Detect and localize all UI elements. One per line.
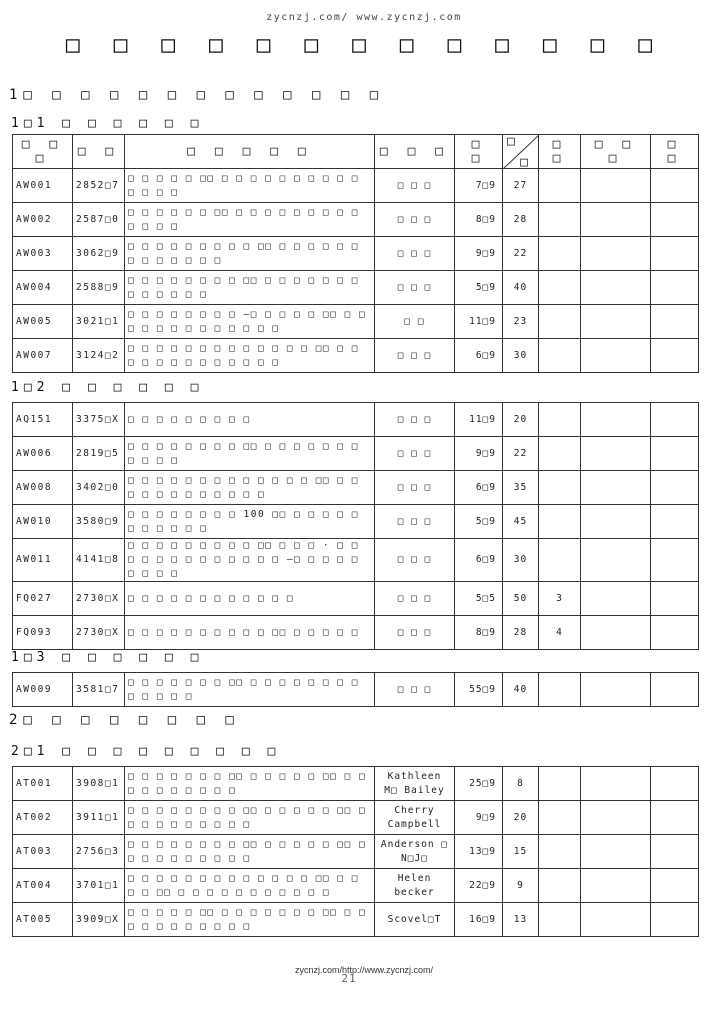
cell-note [651, 237, 699, 271]
cell-qty [539, 767, 581, 801]
col-header-price: □ □ [455, 135, 503, 169]
cell-isbn: 3911□1 [73, 801, 125, 835]
cell-amount [581, 767, 651, 801]
cell-price: 7□9 [455, 169, 503, 203]
cell-code: AT003 [13, 835, 73, 869]
table-row [13, 673, 699, 707]
cell-page: 8 [503, 767, 539, 801]
cell-note [651, 403, 699, 437]
cell-amount [581, 869, 651, 903]
cell-name: □ □ □ □ □ □ □ □ □ □ □ □ □ □□ □ □ □ □ □□ □ □ □ □ □ □ □ □ □ □ □ [125, 869, 375, 903]
cell-page: 13 [503, 903, 539, 937]
cell-author: □ □ □ [375, 437, 455, 471]
cell-code: AW005 [13, 305, 73, 339]
cell-price: 11□9 [455, 305, 503, 339]
table-row [13, 305, 699, 339]
cell-page: 22 [503, 237, 539, 271]
cell-author: □ □ □ [375, 237, 455, 271]
cell-author: □ □ □ [375, 339, 455, 373]
cell-qty [539, 169, 581, 203]
cell-page: 30 [503, 539, 539, 582]
cell-note [651, 305, 699, 339]
table-row [13, 801, 699, 835]
cell-name: □ □ □ □ □ □ □ □ □□ □ □ □ □ □ □ □ □ □ □ □ [125, 437, 375, 471]
cell-qty [539, 673, 581, 707]
section-1-1-heading: 1□1 □ □ □ □ □ □ [11, 116, 204, 131]
cell-price: 22□9 [455, 869, 503, 903]
cell-amount [581, 305, 651, 339]
cell-page: 20 [503, 403, 539, 437]
table-row [13, 169, 699, 203]
cell-code: AW006 [13, 437, 73, 471]
col-header-note: □ □ [651, 135, 699, 169]
cell-qty [539, 203, 581, 237]
cell-qty [539, 403, 581, 437]
cell-amount [581, 582, 651, 616]
cell-page: 40 [503, 673, 539, 707]
cell-note [651, 169, 699, 203]
cell-page: 28 [503, 203, 539, 237]
cell-note [651, 539, 699, 582]
page-footer-url: zycnzj.com/http://www.zycnzj.com/ [294, 965, 434, 975]
cell-amount [581, 616, 651, 650]
cell-price: 9□9 [455, 237, 503, 271]
cell-price: 6□9 [455, 339, 503, 373]
cell-code: AQ151 [13, 403, 73, 437]
col-header-qty: □ □ [539, 135, 581, 169]
cell-price: 9□9 [455, 437, 503, 471]
cell-note [651, 437, 699, 471]
cell-isbn: 3909□X [73, 903, 125, 937]
table-row [13, 835, 699, 869]
cell-qty [539, 271, 581, 305]
page-title: □ □ □ □ □ □ □ □ □ □ □ □ □ [65, 32, 663, 58]
cell-amount [581, 203, 651, 237]
cell-isbn: 3402□0 [73, 471, 125, 505]
cell-price: 8□9 [455, 203, 503, 237]
cell-isbn: 2730□X [73, 616, 125, 650]
cell-isbn: 2587□0 [73, 203, 125, 237]
table-row [13, 616, 699, 650]
col-header-diagonal [503, 135, 539, 169]
cell-page: 35 [503, 471, 539, 505]
cell-code: AW002 [13, 203, 73, 237]
cell-amount [581, 903, 651, 937]
cell-page: 30 [503, 339, 539, 373]
table-row [13, 903, 699, 937]
cell-name: □ □ □ □ □ □ □ □□ □ □ □ □ □ □ □ □ □ □ □ □ □ [125, 673, 375, 707]
table-2-1 [12, 766, 699, 937]
cell-name: □ □ □ □ □ □ □ □ 100 □□ □ □ □ □ □ □ □ □ □ □ □ [125, 505, 375, 539]
cell-code: AT002 [13, 801, 73, 835]
cell-note [651, 903, 699, 937]
cell-price: 5□5 [455, 582, 503, 616]
cell-note [651, 271, 699, 305]
cell-name: □ □ □ □ □ □ □ □ □□ □ □ □ □ □ □□ □ □ □ □ □ □ □ □ □ □ [125, 835, 375, 869]
cell-price: 8□9 [455, 616, 503, 650]
cell-isbn: 2852□7 [73, 169, 125, 203]
cell-name: □ □ □ □ □ □□ □ □ □ □ □ □ □ □ □ □ □ □ □ □ [125, 169, 375, 203]
cell-amount [581, 471, 651, 505]
cell-qty [539, 339, 581, 373]
cell-qty [539, 835, 581, 869]
cell-note [651, 869, 699, 903]
page-number: 21 [341, 972, 357, 985]
cell-price: 55□9 [455, 673, 503, 707]
cell-name: □ □ □ □ □ □ □ □ □ □ □□ □ □ □ □ □ [125, 616, 375, 650]
col-header-author: □ □ □ [375, 135, 455, 169]
cell-code: AT004 [13, 869, 73, 903]
cell-author: Helen becker [375, 869, 455, 903]
col-header-code: □ □ □ [13, 135, 73, 169]
cell-note [651, 505, 699, 539]
diagonal-top-label: □ [507, 134, 521, 149]
cell-amount [581, 169, 651, 203]
table-row [13, 237, 699, 271]
table-row [13, 471, 699, 505]
cell-name: □ □ □ □ □ □ □ □ □ □□ □ □ □ · □ □ □ □ □ □ □ □ □ □ □ □ □ —□ □ □ □ □ □ □ □ □ [125, 539, 375, 582]
cell-qty [539, 505, 581, 539]
cell-note [651, 673, 699, 707]
table-row [13, 203, 699, 237]
table-row [13, 869, 699, 903]
cell-isbn: 3581□7 [73, 673, 125, 707]
cell-code: AW010 [13, 505, 73, 539]
col-header-isbn: □ □ [73, 135, 125, 169]
section-1-2-heading: 1□2 □ □ □ □ □ □ [11, 380, 204, 395]
cell-name: □ □ □ □ □ □ □ □□ □ □ □ □ □ □□ □ □ □ □ □ □ □ □ □ □ [125, 767, 375, 801]
cell-qty [539, 801, 581, 835]
cell-code: AW004 [13, 271, 73, 305]
cell-name: □ □ □ □ □ □ □ □ □ □□ □ □ □ □ □ □ □ □ □ □ □ □ □ [125, 237, 375, 271]
cell-author: □ □ □ [375, 582, 455, 616]
cell-code: AW011 [13, 539, 73, 582]
cell-isbn: 2588□9 [73, 271, 125, 305]
cell-name: □ □ □ □ □ □ □ □ □□ □ □ □ □ □ □□ □ □ □ □ □ □ □ □ □ □ [125, 801, 375, 835]
cell-name: □ □ □ □ □ □ □□ □ □ □ □ □ □ □ □ □ □ □ □ □ [125, 203, 375, 237]
cell-author: □ □ [375, 305, 455, 339]
table-row [13, 437, 699, 471]
cell-amount [581, 835, 651, 869]
cell-isbn: 3124□2 [73, 339, 125, 373]
cell-isbn: 3908□1 [73, 767, 125, 801]
cell-author: □ □ □ [375, 169, 455, 203]
cell-note [651, 616, 699, 650]
table-row [13, 767, 699, 801]
cell-note [651, 582, 699, 616]
cell-page: 22 [503, 437, 539, 471]
cell-amount [581, 673, 651, 707]
cell-isbn: 3375□X [73, 403, 125, 437]
cell-code: AW009 [13, 673, 73, 707]
cell-code: FQ093 [13, 616, 73, 650]
cell-price: 6□9 [455, 539, 503, 582]
cell-amount [581, 403, 651, 437]
cell-author: Kathleen M□ Bailey [375, 767, 455, 801]
table-row [13, 339, 699, 373]
cell-note [651, 767, 699, 801]
cell-isbn: 2819□5 [73, 437, 125, 471]
cell-price: 5□9 [455, 271, 503, 305]
cell-qty: 4 [539, 616, 581, 650]
cell-author: □ □ □ [375, 471, 455, 505]
table-row [13, 582, 699, 616]
cell-author: Cherry Campbell [375, 801, 455, 835]
cell-isbn: 4141□8 [73, 539, 125, 582]
cell-isbn: 3580□9 [73, 505, 125, 539]
cell-isbn: 2756□3 [73, 835, 125, 869]
section-1-heading: 1□ □ □ □ □ □ □ □ □ □ □ □ □ [9, 87, 385, 103]
cell-note [651, 203, 699, 237]
cell-note [651, 801, 699, 835]
cell-author: Anderson □ N□J□ [375, 835, 455, 869]
cell-amount [581, 437, 651, 471]
cell-isbn: 3701□1 [73, 869, 125, 903]
table-row [13, 505, 699, 539]
table-1-3 [12, 672, 699, 707]
cell-amount [581, 339, 651, 373]
cell-author: □ □ □ [375, 673, 455, 707]
cell-name: □ □ □ □ □ □ □ □ □ □ □ □ □ □□ □ □ □ □ □ □ □ □ □ □ □ □ [125, 471, 375, 505]
diagonal-bottom-label: □ [520, 155, 534, 169]
cell-qty: 3 [539, 582, 581, 616]
cell-code: AW003 [13, 237, 73, 271]
cell-qty [539, 539, 581, 582]
cell-amount [581, 271, 651, 305]
cell-name: □ □ □ □ □ □ □ □ —□ □ □ □ □ □□ □ □ □ □ □ □ □ □ □ □ □ □ □ [125, 305, 375, 339]
cell-amount [581, 237, 651, 271]
table-row [13, 539, 699, 582]
cell-author: □ □ □ [375, 271, 455, 305]
cell-isbn: 2730□X [73, 582, 125, 616]
cell-amount [581, 505, 651, 539]
table-row [13, 403, 699, 437]
cell-page: 15 [503, 835, 539, 869]
cell-price: 6□9 [455, 471, 503, 505]
cell-author: □ □ □ [375, 505, 455, 539]
cell-name: □ □ □ □ □ □□ □ □ □ □ □ □ □ □□ □ □ □ □ □ □ □ □ □ □ □ [125, 903, 375, 937]
cell-name: □ □ □ □ □ □ □ □ □ □ □ □ [125, 582, 375, 616]
section-2-heading: 2□ □ □ □ □ □ □ □ [9, 712, 240, 728]
cell-qty [539, 437, 581, 471]
cell-note [651, 835, 699, 869]
page-header-url: zycnzj.com/ www.zycnzj.com [266, 12, 462, 23]
cell-qty [539, 471, 581, 505]
cell-name: □ □ □ □ □ □ □ □ □□ □ □ □ □ □ □ □ □ □ □ □ □ □ [125, 271, 375, 305]
cell-price: 13□9 [455, 835, 503, 869]
cell-page: 40 [503, 271, 539, 305]
cell-name: □ □ □ □ □ □ □ □ □ [125, 403, 375, 437]
cell-qty [539, 305, 581, 339]
cell-author: □ □ □ [375, 539, 455, 582]
cell-price: 11□9 [455, 403, 503, 437]
cell-author: □ □ □ [375, 403, 455, 437]
table-1-2 [12, 402, 699, 650]
cell-price: 9□9 [455, 801, 503, 835]
cell-price: 25□9 [455, 767, 503, 801]
cell-author: □ □ □ [375, 616, 455, 650]
cell-code: AW008 [13, 471, 73, 505]
cell-code: AW001 [13, 169, 73, 203]
cell-amount [581, 539, 651, 582]
cell-code: AT001 [13, 767, 73, 801]
cell-page: 9 [503, 869, 539, 903]
cell-price: 5□9 [455, 505, 503, 539]
cell-isbn: 3062□9 [73, 237, 125, 271]
cell-page: 27 [503, 169, 539, 203]
table-1-1 [12, 134, 699, 373]
cell-price: 16□9 [455, 903, 503, 937]
cell-page: 50 [503, 582, 539, 616]
section-2-1-heading: 2□1 □ □ □ □ □ □ □ □ □ [11, 744, 281, 759]
cell-page: 45 [503, 505, 539, 539]
cell-page: 23 [503, 305, 539, 339]
col-header-name: □ □ □ □ □ [125, 135, 375, 169]
table-row [13, 271, 699, 305]
table-header-row [13, 135, 699, 169]
cell-note [651, 339, 699, 373]
cell-qty [539, 869, 581, 903]
cell-code: AT005 [13, 903, 73, 937]
cell-qty [539, 903, 581, 937]
cell-isbn: 3021□1 [73, 305, 125, 339]
cell-page: 20 [503, 801, 539, 835]
cell-qty [539, 237, 581, 271]
cell-code: AW007 [13, 339, 73, 373]
section-1-3-heading: 1□3 □ □ □ □ □ □ [11, 650, 204, 665]
cell-code: FQ027 [13, 582, 73, 616]
cell-amount [581, 801, 651, 835]
col-header-amount: □ □ □ [581, 135, 651, 169]
cell-note [651, 471, 699, 505]
cell-author: Scovel□T [375, 903, 455, 937]
cell-author: □ □ □ [375, 203, 455, 237]
cell-name: □ □ □ □ □ □ □ □ □ □ □ □ □ □□ □ □ □ □ □ □ □ □ □ □ □ □ □ [125, 339, 375, 373]
cell-page: 28 [503, 616, 539, 650]
